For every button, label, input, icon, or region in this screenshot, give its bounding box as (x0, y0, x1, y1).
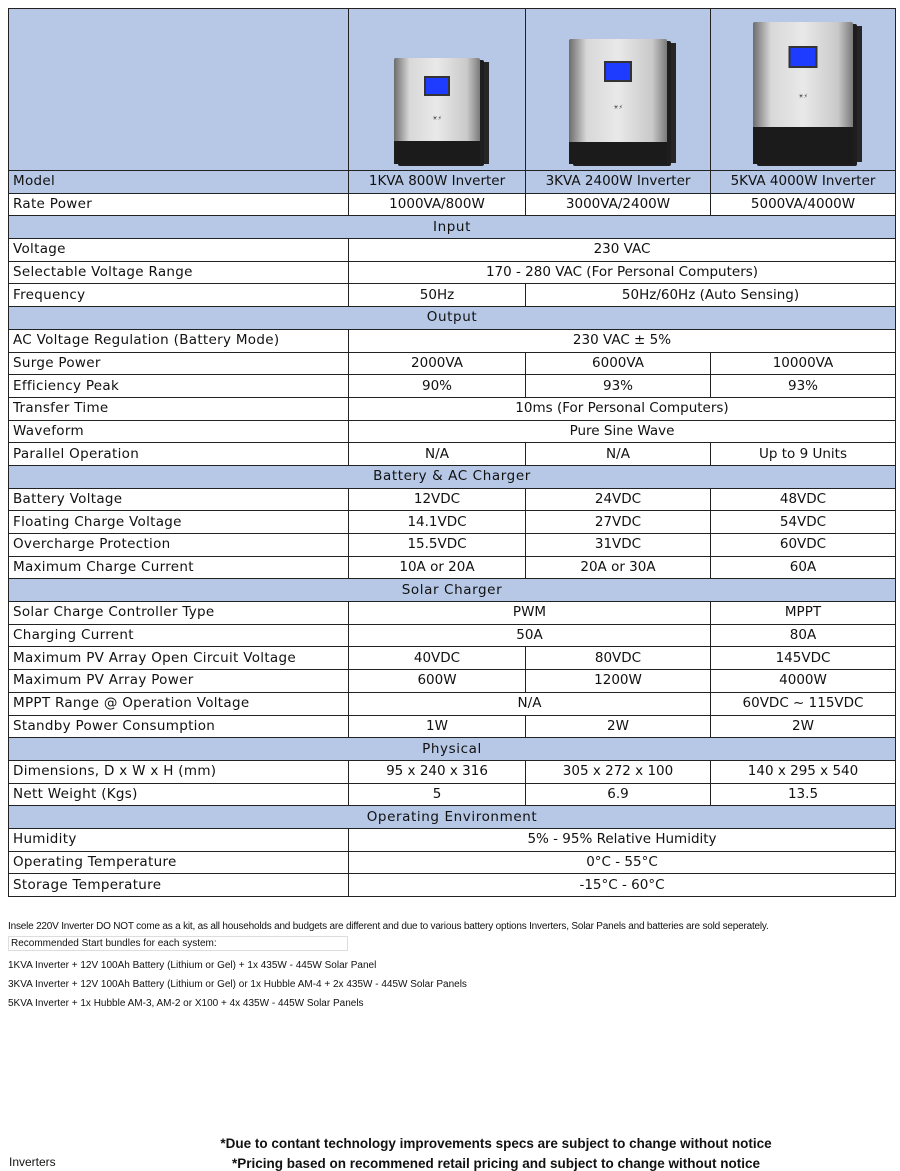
battery-voltage-row (9, 488, 896, 511)
standby-1kva: 1W (349, 715, 526, 738)
charging-current-1kva-3kva: 50A (349, 624, 711, 647)
overcharge-label: Overcharge Protection (9, 534, 349, 557)
surge-row (9, 352, 896, 375)
surge-1kva: 2000VA (349, 352, 526, 375)
battery-voltage-label: Battery Voltage (9, 488, 349, 511)
model-1kva: 1KVA 800W Inverter (349, 171, 526, 194)
model-row (9, 171, 896, 194)
overcharge-row (9, 534, 896, 557)
dimensions-row (9, 760, 896, 783)
controller-label: Solar Charge Controller Type (9, 602, 349, 625)
pv-power-row (9, 670, 896, 693)
parallel-label: Parallel Operation (9, 443, 349, 466)
parallel-5kva: Up to 9 Units (711, 443, 896, 466)
regulation-row (9, 329, 896, 352)
pv-power-label: Maximum PV Array Power (9, 670, 349, 693)
model-label: Model (9, 171, 349, 194)
pv-voc-row (9, 647, 896, 670)
storage-temp-row (9, 874, 896, 897)
weight-5kva: 13.5 (711, 783, 896, 806)
section-battery-title: Battery & AC Charger (9, 465, 896, 488)
transfer-row (9, 397, 896, 420)
battery-voltage-5kva: 48VDC (711, 488, 896, 511)
section-environment-title: Operating Environment (9, 806, 896, 829)
dimensions-3kva: 305 x 272 x 100 (526, 760, 711, 783)
rate-power-1kva: 1000VA/800W (349, 193, 526, 216)
bundles-heading: Recommended Start bundles for each system: (8, 936, 348, 951)
efficiency-row (9, 375, 896, 398)
kit-note: Insele 220V Inverter DO NOT come as a kit, as all households and budgets are different and due to various battery options Inverters, Solar Panels and batteries are sold seperately. (8, 921, 769, 932)
humidity-label: Humidity (9, 828, 349, 851)
section-output (9, 307, 896, 330)
rate-power-3kva: 3000VA/2400W (526, 193, 711, 216)
floating-row (9, 511, 896, 534)
pv-voc-label: Maximum PV Array Open Circuit Voltage (9, 647, 349, 670)
mppt-range-1kva-3kva: N/A (349, 692, 711, 715)
section-battery (9, 465, 896, 488)
controller-1kva-3kva: PWM (349, 602, 711, 625)
frequency-3kva-5kva: 50Hz/60Hz (Auto Sensing) (526, 284, 896, 307)
pv-power-5kva: 4000W (711, 670, 896, 693)
max-charge-1kva: 10A or 20A (349, 556, 526, 579)
rate-power-5kva: 5000VA/4000W (711, 193, 896, 216)
surge-5kva: 10000VA (711, 352, 896, 375)
dimensions-label: Dimensions, D x W x H (mm) (9, 760, 349, 783)
transfer-label: Transfer Time (9, 397, 349, 420)
footer-label: Inverters (9, 1155, 56, 1169)
voltage-range-value: 170 - 280 VAC (For Personal Computers) (349, 261, 896, 284)
controller-row (9, 602, 896, 625)
floating-3kva: 27VDC (526, 511, 711, 534)
standby-3kva: 2W (526, 715, 711, 738)
parallel-1kva: N/A (349, 443, 526, 466)
section-input-title: Input (9, 216, 896, 239)
regulation-value: 230 VAC ± 5% (349, 329, 896, 352)
frequency-row (9, 284, 896, 307)
model-3kva: 3KVA 2400W Inverter (526, 171, 711, 194)
pv-power-3kva: 1200W (526, 670, 711, 693)
inverter-1kva-image: ☀⚡ (394, 58, 480, 164)
overcharge-1kva: 15.5VDC (349, 534, 526, 557)
weight-3kva: 6.9 (526, 783, 711, 806)
weight-label: Nett Weight (Kgs) (9, 783, 349, 806)
humidity-row (9, 828, 896, 851)
image-cell-5kva (711, 9, 896, 171)
operating-temp-label: Operating Temperature (9, 851, 349, 874)
bundle-1kva: 1KVA Inverter + 12V 100Ah Battery (Lithium or Gel) + 1x 435W - 445W Solar Panel (8, 960, 377, 971)
frequency-label: Frequency (9, 284, 349, 307)
storage-temp-value: -15°C - 60°C (349, 874, 896, 897)
surge-3kva: 6000VA (526, 352, 711, 375)
floating-5kva: 54VDC (711, 511, 896, 534)
transfer-value: 10ms (For Personal Computers) (349, 397, 896, 420)
weight-row (9, 783, 896, 806)
surge-label: Surge Power (9, 352, 349, 375)
battery-voltage-3kva: 24VDC (526, 488, 711, 511)
image-row-label-cell (9, 9, 349, 171)
mppt-range-5kva: 60VDC ~ 115VDC (711, 692, 896, 715)
section-solar (9, 579, 896, 602)
section-output-title: Output (9, 307, 896, 330)
pv-power-1kva: 600W (349, 670, 526, 693)
efficiency-3kva: 93% (526, 375, 711, 398)
max-charge-5kva: 60A (711, 556, 896, 579)
voltage-row (9, 239, 896, 262)
section-physical-title: Physical (9, 738, 896, 761)
operating-temp-row (9, 851, 896, 874)
standby-label: Standby Power Consumption (9, 715, 349, 738)
efficiency-1kva: 90% (349, 375, 526, 398)
section-solar-title: Solar Charger (9, 579, 896, 602)
parallel-row (9, 443, 896, 466)
operating-temp-value: 0°C - 55°C (349, 851, 896, 874)
bundle-3kva: 3KVA Inverter + 12V 100Ah Battery (Lithium or Gel) or 1x Hubble AM-4 + 2x 435W - 445W Solar Panels (8, 979, 467, 990)
voltage-range-label: Selectable Voltage Range (9, 261, 349, 284)
controller-5kva: MPPT (711, 602, 896, 625)
inverter-3kva-image: ☀⚡ (569, 39, 667, 164)
section-input (9, 216, 896, 239)
storage-temp-label: Storage Temperature (9, 874, 349, 897)
image-cell-1kva (349, 9, 526, 171)
rate-power-row (9, 193, 896, 216)
disclaimer-pricing: *Pricing based on recommened retail pricing and subject to change without notice (231, 1156, 761, 1171)
waveform-label: Waveform (9, 420, 349, 443)
standby-row (9, 715, 896, 738)
disclaimer-specs: *Due to contant technology improvements specs are subject to change without notice (220, 1136, 772, 1151)
image-row (9, 9, 896, 171)
section-physical (9, 738, 896, 761)
floating-1kva: 14.1VDC (349, 511, 526, 534)
efficiency-5kva: 93% (711, 375, 896, 398)
max-charge-3kva: 20A or 30A (526, 556, 711, 579)
waveform-row (9, 420, 896, 443)
frequency-1kva: 50Hz (349, 284, 526, 307)
dimensions-5kva: 140 x 295 x 540 (711, 760, 896, 783)
overcharge-3kva: 31VDC (526, 534, 711, 557)
pv-voc-1kva: 40VDC (349, 647, 526, 670)
dimensions-1kva: 95 x 240 x 316 (349, 760, 526, 783)
bundle-5kva: 5KVA Inverter + 1x Hubble AM-3, AM-2 or X100 + 4x 435W - 445W Solar Panels (8, 998, 364, 1009)
floating-label: Floating Charge Voltage (9, 511, 349, 534)
voltage-range-row (9, 261, 896, 284)
image-cell-3kva (526, 9, 711, 171)
voltage-value: 230 VAC (349, 239, 896, 262)
pv-voc-3kva: 80VDC (526, 647, 711, 670)
charging-current-row (9, 624, 896, 647)
regulation-label: AC Voltage Regulation (Battery Mode) (9, 329, 349, 352)
humidity-value: 5% - 95% Relative Humidity (349, 828, 896, 851)
overcharge-5kva: 60VDC (711, 534, 896, 557)
efficiency-label: Efficiency Peak (9, 375, 349, 398)
inverter-5kva-image: ☀⚡ (753, 22, 853, 164)
mppt-range-row (9, 692, 896, 715)
pv-voc-5kva: 145VDC (711, 647, 896, 670)
waveform-value: Pure Sine Wave (349, 420, 896, 443)
battery-voltage-1kva: 12VDC (349, 488, 526, 511)
section-environment (9, 806, 896, 829)
spec-table (8, 8, 896, 897)
charging-current-5kva: 80A (711, 624, 896, 647)
voltage-label: Voltage (9, 239, 349, 262)
charging-current-label: Charging Current (9, 624, 349, 647)
parallel-3kva: N/A (526, 443, 711, 466)
weight-1kva: 5 (349, 783, 526, 806)
standby-5kva: 2W (711, 715, 896, 738)
max-charge-label: Maximum Charge Current (9, 556, 349, 579)
mppt-range-label: MPPT Range @ Operation Voltage (9, 692, 349, 715)
max-charge-row (9, 556, 896, 579)
model-5kva: 5KVA 4000W Inverter (711, 171, 896, 194)
rate-power-label: Rate Power (9, 193, 349, 216)
